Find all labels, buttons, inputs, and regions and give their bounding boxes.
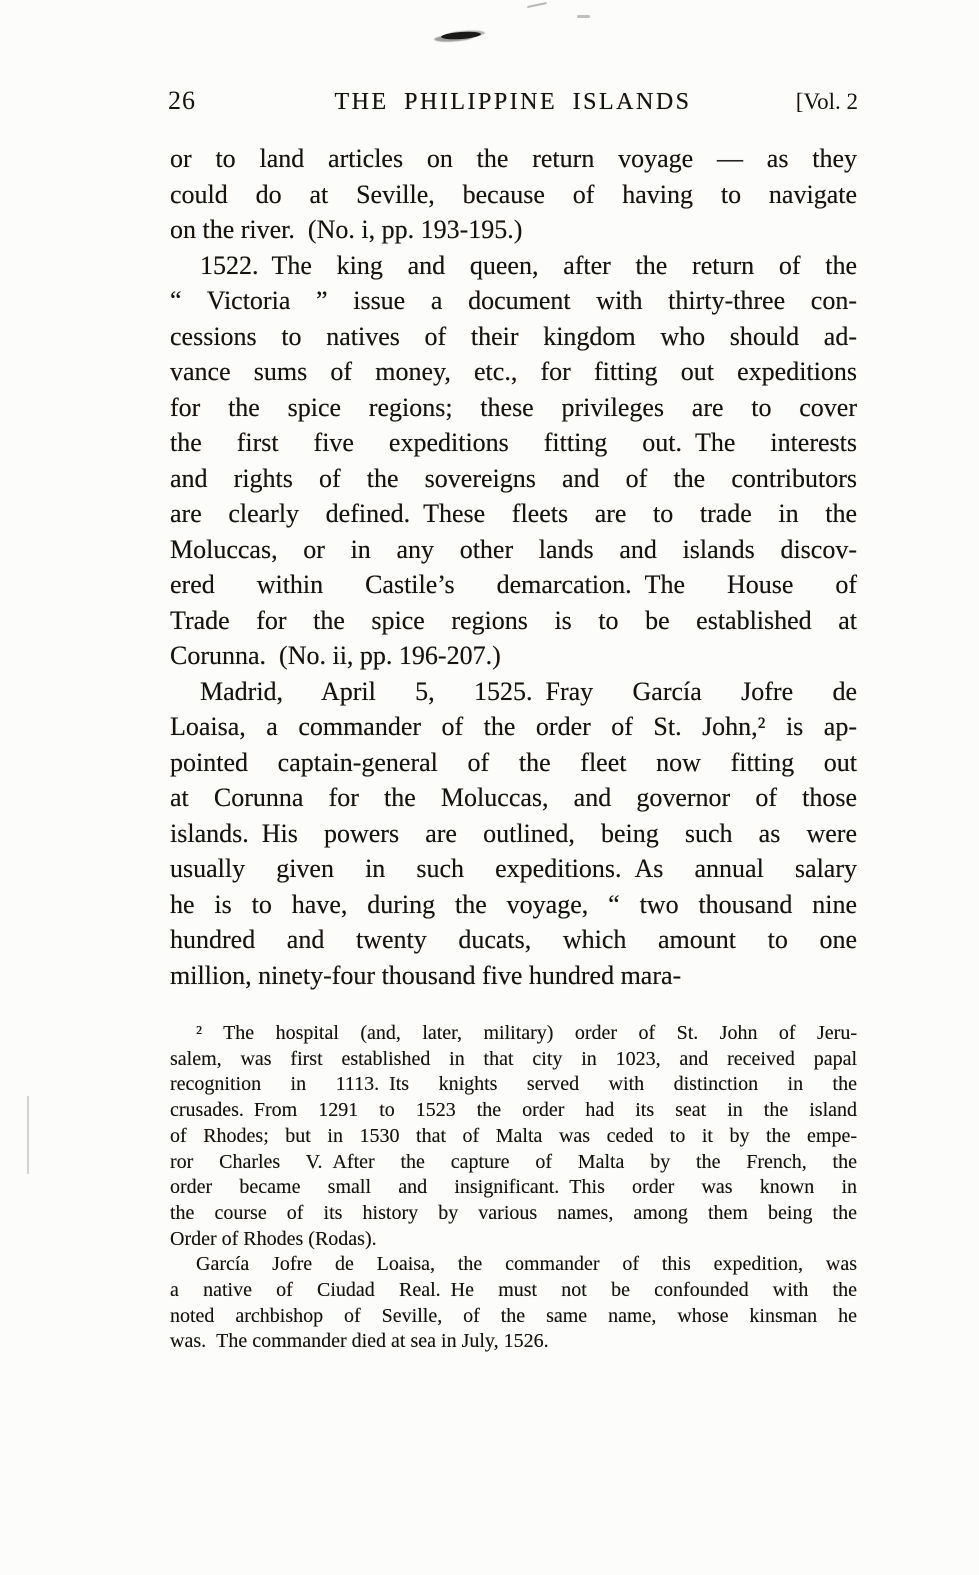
text-line: Order of Rhodes (Rodas). — [170, 1227, 377, 1250]
text-line: García Jofre de Loaisa, the commander of this expedition, was — [196, 1253, 857, 1276]
scan-artifact-mark — [527, 2, 547, 8]
text-line: Corunna. (No. ii, pp. 196-207.) — [170, 641, 501, 670]
text-line: on the river. (No. i, pp. 193-195.) — [170, 215, 523, 244]
text-line: or to land articles on the return voyage — as they — [170, 144, 857, 173]
text-line: cessions to natives of their kingdom who should ad- — [170, 321, 857, 351]
text-line: crusades. From 1291 to 1523 the order had its seat in the island — [170, 1099, 857, 1122]
text-line: “ Victoria ” issue a document with thirty-three con- — [170, 286, 857, 315]
scan-edge-artifact — [27, 1096, 29, 1174]
text-line: are clearly defined. These fleets are to trade in the — [170, 499, 857, 528]
body-text — [170, 141, 857, 993]
text-line: 1522. The king and queen, after the return of the — [200, 250, 857, 280]
text-line: noted archbishop of Seville, of the same name, whose kinsman he — [170, 1304, 857, 1327]
text-line: vance sums of money, etc., for fitting out expeditions — [170, 357, 857, 386]
text-line: islands. His powers are outlined, being such as were — [170, 818, 857, 848]
text-line: order became small and insignificant. This order was known in — [170, 1176, 857, 1199]
text-line: the first five expeditions fitting out. The interests — [170, 428, 857, 457]
text-line: could do at Seville, because of having to navigate — [170, 179, 857, 209]
text-line: salem, was first established in that city in 1023, and received papal — [170, 1047, 857, 1070]
text-line: a native of Ciudad Real. He must not be confounded with the — [170, 1279, 857, 1302]
text-line: at Corunna for the Moluccas, and governor of those — [170, 783, 857, 812]
text-line: he is to have, during the voyage, “ two thousand nine — [170, 889, 857, 919]
text-line: ² The hospital (and, later, military) order of St. John of Jeru- — [196, 1022, 857, 1044]
text-line: usually given in such expeditions. As annual salary — [170, 854, 857, 883]
text-line: of Rhodes; but in 1530 that of Malta was ceded to it by the empe- — [170, 1124, 857, 1147]
text-line: Trade for the spice regions is to be established at — [170, 605, 857, 635]
text-line: for the spice regions; these privileges are to cover — [170, 392, 857, 422]
running-title: THE PHILIPPINE ISLANDS — [334, 89, 692, 115]
text-line: Loaisa, a commander of the order of St. John,² is ap- — [170, 712, 857, 741]
text-line: pointed captain-general of the fleet now fitting out — [170, 747, 857, 777]
text-line: Moluccas, or in any other lands and islands discov- — [170, 534, 857, 564]
page-header — [168, 86, 858, 116]
text-line: million, ninety-four thousand five hundred mara- — [170, 960, 682, 990]
page-number: 26 — [168, 86, 196, 115]
text-line: hundred and twenty ducats, which amount to one — [170, 925, 857, 954]
text-line: ror Charles V. After the capture of Malta by the French, the — [170, 1150, 857, 1173]
footnote-text — [170, 1021, 857, 1355]
text-line: the course of its history by various names, among them being the — [170, 1201, 857, 1224]
scan-artifact-mark — [577, 15, 590, 18]
volume-label: [Vol. 2 — [795, 89, 858, 114]
text-line: was. The commander died at sea in July, 1526. — [170, 1330, 549, 1353]
text-line: ered within Castile’s demarcation. The House of — [170, 570, 857, 599]
ink-smudge-mark — [441, 31, 481, 41]
text-line: Madrid, April 5, 1525. Fray García Jofre de — [200, 676, 857, 706]
text-line: and rights of the sovereigns and of the contributors — [170, 463, 857, 493]
text-line: recognition in 1113. Its knights served with distinction in the — [170, 1073, 857, 1096]
